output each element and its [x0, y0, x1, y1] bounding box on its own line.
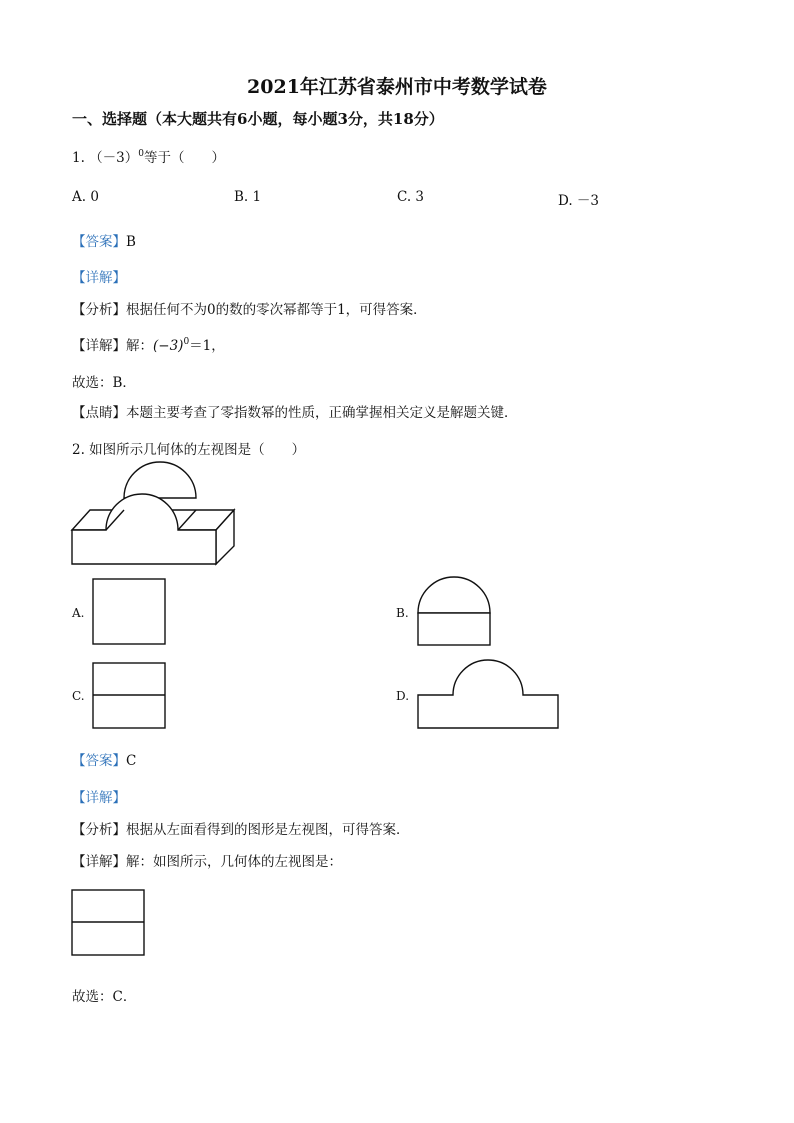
- q1-stem: [72, 146, 225, 166]
- q2-detail-tag: 【详解】: [72, 854, 126, 870]
- q1-answer-value: B: [126, 234, 136, 250]
- q1-detail-tag: 【详解】: [72, 338, 126, 354]
- q2-option-c-figure[interactable]: [92, 662, 166, 729]
- q1-detail-exponent: 0: [183, 337, 190, 347]
- q1-detail: [72, 334, 225, 354]
- q2-analysis: [72, 818, 410, 838]
- q2-detail: [72, 850, 342, 870]
- q2-answer-value: C: [126, 753, 137, 769]
- q1-stem-base: 1. （－3）: [72, 150, 139, 166]
- q2-option-d-figure[interactable]: [416, 660, 561, 730]
- q2-detail-text: 解：如图所示，几何体的左视图是：: [126, 854, 342, 870]
- q1-comment-tag: 【点睛】: [72, 405, 126, 421]
- q2-option-d-label[interactable]: D.: [396, 689, 410, 703]
- q2-answer: [72, 749, 136, 769]
- q1-comment: [72, 401, 518, 421]
- q1-option-b[interactable]: B. 1: [234, 189, 262, 205]
- q2-analysis-tag: 【分析】: [72, 822, 126, 838]
- q1-analysis-text: 根据任何不为0的数的零次幂都等于1，可得答案．: [126, 302, 427, 318]
- page-title: 2021年江苏省泰州市中考数学试卷: [247, 76, 547, 98]
- q1-answer: [72, 230, 136, 250]
- q2-answer-tag: 【答案】: [72, 753, 126, 769]
- q2-option-b-label[interactable]: B.: [396, 606, 409, 620]
- q1-comment-text: 本题主要考查了零指数幂的性质，正确掌握相关定义是解题关键．: [126, 405, 518, 421]
- square-shape: [93, 579, 165, 644]
- q2-stem: 2. 如图所示几何体的左视图是（ ）: [72, 442, 306, 458]
- q2-option-b-figure[interactable]: [416, 576, 492, 646]
- rectangle-shape: [418, 613, 490, 645]
- q2-option-a-label[interactable]: A.: [72, 606, 85, 620]
- q1-detail-prefix: 解：: [126, 338, 153, 354]
- q1-option-c[interactable]: C. 3: [397, 189, 425, 205]
- q2-solution-figure: [71, 889, 145, 957]
- back-arch: [124, 462, 196, 498]
- q2-analysis-text: 根据从左面看得到的图形是左视图，可得答案．: [126, 822, 410, 838]
- arch-front-shape: [418, 660, 558, 728]
- q2-option-a-figure[interactable]: [92, 578, 166, 645]
- q1-detail-base: (−3): [153, 338, 184, 354]
- q1-detail-header: 【详解】: [72, 270, 126, 286]
- q2-detail-header: 【详解】: [72, 790, 126, 806]
- q1-option-a[interactable]: A. 0: [72, 189, 99, 205]
- q1-stem-exponent: 0: [138, 149, 144, 159]
- q2-option-c-label[interactable]: C.: [72, 689, 85, 703]
- q1-stem-tail: 等于（ ）: [144, 150, 225, 166]
- q1-analysis: [72, 298, 427, 318]
- semicircle-shape: [418, 577, 490, 613]
- q1-option-d[interactable]: D. －3: [558, 193, 600, 209]
- q1-conclusion: 故选：B．: [72, 375, 136, 391]
- solid-figure: [70, 466, 250, 570]
- q1-answer-tag: 【答案】: [72, 234, 126, 250]
- q2-conclusion: 故选：C．: [72, 989, 137, 1005]
- section-heading: 一、选择题（本大题共有6小题，每小题3分，共18分）: [72, 110, 444, 128]
- q1-detail-result: ＝1，: [189, 338, 225, 354]
- q1-analysis-tag: 【分析】: [72, 302, 126, 318]
